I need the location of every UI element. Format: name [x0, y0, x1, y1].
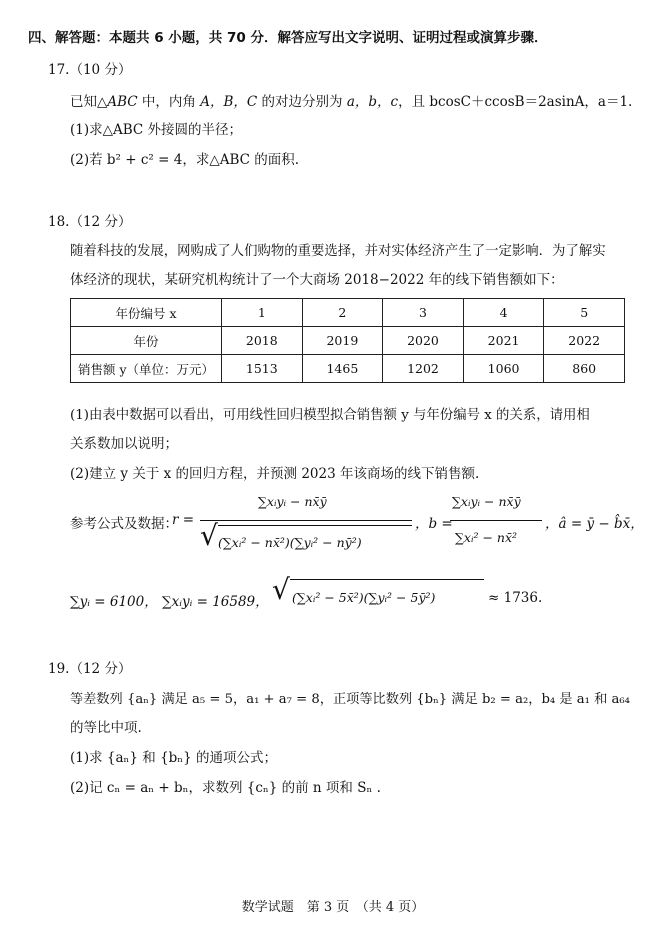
q17-stem — [70, 90, 632, 110]
q18-part2: (2)建立 y 关于 x 的回归方程，并预测 2023 年该商场的线下销售额. — [70, 466, 480, 482]
q17-stem-pre: 已知△ — [70, 94, 108, 110]
b-eq: ，b = — [415, 516, 453, 532]
data-sqrt-icon: √ — [272, 573, 290, 606]
page-footer: 数学试题 第 3 页 （共 4 页） — [241, 900, 425, 915]
q17-number: 17.（10 分） — [48, 62, 132, 78]
sum-y: ∑yᵢ = 6100， — [70, 594, 158, 610]
table-cell: 4 — [463, 299, 544, 327]
table-cell: 860 — [544, 355, 625, 383]
table-row — [71, 299, 625, 327]
table-cell: 1465 — [302, 355, 383, 383]
q18-number: 18.（12 分） — [48, 214, 132, 230]
table-cell: 年份 — [71, 327, 222, 355]
q19-stem-line1: 等差数列 {aₙ} 满足 a₅ = 5，a₁ + a₇ = 8，正项等比数列 {bₙ} 满足 b₂ = a₂，b₄ 是 a₁ 和 a₆₄ — [70, 692, 630, 707]
q19-number: 19.（12 分） — [48, 661, 132, 677]
q17-stem-cond: ，且 bcosC＋ccosB＝2asinA，a＝1. — [398, 94, 633, 110]
table-cell: 2022 — [544, 327, 625, 355]
q18-stem-line2: 体经济的现状，某研究机构统计了一个大商场 2018−2022 年的线下销售额如下： — [70, 272, 564, 288]
table-cell: 年份编号 x — [71, 299, 222, 327]
q19-stem-line2: 的等比中项. — [70, 720, 142, 736]
q19-part1: (1)求 {aₙ} 和 {bₙ} 的通项公式； — [70, 750, 278, 766]
table-cell: 2019 — [302, 327, 383, 355]
r-sqrt-bar — [218, 525, 412, 526]
table-cell: 2 — [302, 299, 383, 327]
table-cell: 1202 — [383, 355, 464, 383]
a-eq: ，â = ȳ − b̂x̄， — [545, 516, 644, 532]
q18-part1-line1: (1)由表中数据可以看出，可用线性回归模型拟合销售额 y 与年份编号 x 的关系，请用相 — [70, 408, 590, 423]
q17-stem-angles: A，B，C — [200, 94, 258, 110]
q17-stem-mid2: 的对边分别为 — [257, 94, 347, 110]
formula-label: 参考公式及数据： — [70, 516, 178, 532]
q17-stem-abc: ABC — [107, 94, 138, 110]
table-cell: 5 — [544, 299, 625, 327]
r-fraction-bar — [200, 520, 412, 521]
r-eq: r = — [172, 512, 195, 528]
b-numerator: ∑xᵢyᵢ − nx̄ȳ — [452, 494, 521, 509]
table-cell: 1513 — [222, 355, 303, 383]
table-cell: 销售额 y（单位：万元） — [71, 355, 222, 383]
data-sqrt-bar — [290, 579, 484, 580]
section-heading: 四、解答题：本题共 6 小题，共 70 分．解答应写出文字说明、证明过程或演算步骤． — [28, 30, 548, 46]
table-row — [71, 327, 625, 355]
r-numerator: ∑xᵢyᵢ − nx̄ȳ — [258, 494, 327, 509]
q18-part1-line2: 关系数加以说明； — [70, 436, 178, 452]
sqrt-expr: (∑xᵢ² − 5x̄²)(∑yᵢ² − 5ȳ²) — [292, 590, 436, 605]
table-cell: 3 — [383, 299, 464, 327]
table-cell: 1 — [222, 299, 303, 327]
q17-part2: (2)若 b² + c² = 4，求△ABC 的面积. — [70, 152, 300, 168]
r-denominator: (∑xᵢ² − nx̄²)(∑yᵢ² − nȳ²) — [218, 535, 362, 550]
table-cell: 2021 — [463, 327, 544, 355]
r-sqrt-icon: √ — [200, 519, 218, 552]
table-cell: 1060 — [463, 355, 544, 383]
approx-value: ≈ 1736. — [488, 590, 543, 606]
b-denominator: ∑xᵢ² − nx̄² — [455, 530, 518, 545]
q19-part2: (2)记 cₙ = aₙ + bₙ，求数列 {cₙ} 的前 n 项和 Sₙ . — [70, 780, 381, 796]
q17-part1: (1)求△ABC 外接圆的半径； — [70, 122, 243, 138]
b-fraction-bar — [450, 520, 542, 521]
q17-stem-mid: 中，内角 — [137, 94, 201, 110]
q17-stem-sides: a，b，c — [346, 94, 399, 110]
table-cell: 2020 — [383, 327, 464, 355]
table-row — [71, 355, 625, 383]
table-cell: 2018 — [222, 327, 303, 355]
sales-table — [70, 298, 625, 383]
sum-xy: ∑xᵢyᵢ = 16589， — [162, 594, 269, 610]
q18-stem-line1: 随着科技的发展，网购成了人们购物的重要选择，并对实体经济产生了一定影响．为了解实 — [70, 244, 606, 259]
